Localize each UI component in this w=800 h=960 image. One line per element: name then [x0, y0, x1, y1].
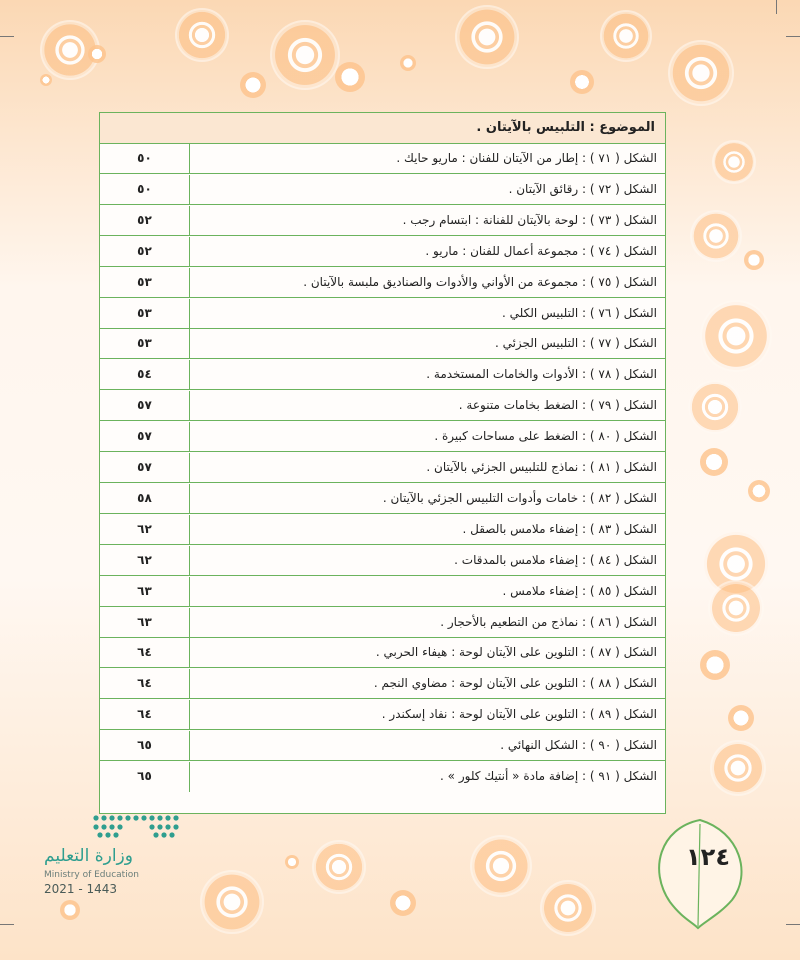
decorative-flower — [708, 580, 764, 636]
row-figure-title: الشكل ( ٨١ ) : نماذج للتلبيس الجزئي بالآيتان . — [426, 460, 657, 474]
table-row — [100, 360, 665, 390]
row-figure-title: الشكل ( ٨٣ ) : إضفاء ملامس بالصقل . — [462, 521, 657, 536]
row-page-number: ٥٧ — [100, 422, 190, 451]
decorative-flower — [470, 835, 532, 897]
decorative-flower — [200, 870, 264, 934]
decorative-dot — [700, 650, 730, 680]
row-figure-title: الشكل ( ٧٧ ) : التلبيس الجزئي . — [494, 336, 657, 351]
row-page-number: ٥٨ — [100, 484, 190, 513]
row-figure-title: الشكل ( ٧٦ ) : التلبيس الكلي . — [502, 305, 657, 320]
decorative-dot — [390, 890, 416, 916]
row-page-number: ٥٠ — [100, 175, 190, 204]
row-figure-title: الشكل ( ٧٥ ) : مجموعة من الأواني والأدوات والصناديق ملبسة بالآيتان . — [303, 274, 657, 289]
decorative-flower — [455, 5, 519, 69]
row-figure-title: الشكل ( ٨٦ ) : نماذج من التطعيم بالأحجار . — [440, 614, 657, 629]
figures-index-table — [99, 112, 666, 814]
table-row — [100, 731, 665, 761]
table-row — [100, 268, 665, 298]
table-row — [100, 669, 665, 699]
table-row — [100, 577, 665, 607]
row-figure-title: الشكل ( ٧٩ ) : الضغط بخامات متنوعة . — [458, 398, 657, 413]
table-row — [100, 700, 665, 730]
decorative-dot — [748, 480, 770, 502]
decorative-dot — [60, 900, 80, 920]
row-figure-title: الشكل ( ٧٤ ) : مجموعة أعمال للفنان : ماريو . — [425, 243, 657, 258]
edition-year: 2021 - 1443 — [44, 882, 118, 896]
row-figure-title: الشكل ( ٩٠ ) : الشكل النهائي . — [500, 738, 657, 753]
decorative-flower — [700, 300, 772, 372]
decorative-dot — [728, 705, 754, 731]
ministry-name-english: Ministry of Education — [44, 870, 139, 880]
ministry-name-arabic: وزارة التعليم — [44, 846, 133, 866]
decorative-dot — [570, 70, 594, 94]
decorative-flower — [540, 880, 596, 936]
table-row — [100, 762, 665, 792]
row-figure-title: الشكل ( ٨٢ ) : خامات وأدوات التلبيس الجزئي بالآيتان . — [382, 490, 657, 505]
table-row — [100, 608, 665, 638]
crop-mark — [776, 0, 777, 14]
table-row — [100, 391, 665, 421]
decorative-flower — [702, 530, 770, 598]
decorative-flower — [690, 210, 742, 262]
row-figure-title: الشكل ( ٧١ ) : إطار من الآيتان للفنان : ماريو حايك . — [396, 151, 657, 165]
row-page-number: ٦٢ — [100, 515, 190, 544]
crop-mark — [0, 924, 14, 925]
row-figure-title: الشكل ( ٧٢ ) : رقائق الآيتان . — [508, 181, 657, 196]
decorative-flower — [668, 40, 734, 106]
table-row — [100, 206, 665, 236]
decorative-dot — [88, 45, 106, 63]
table-row — [100, 453, 665, 483]
table-row — [100, 299, 665, 329]
row-page-number: ٦٣ — [100, 608, 190, 637]
table-row — [100, 329, 665, 359]
row-page-number: ٦٤ — [100, 669, 190, 698]
row-page-number: ٥٤ — [100, 360, 190, 389]
table-row — [100, 422, 665, 452]
row-page-number: ٦٥ — [100, 731, 190, 760]
decorative-dot — [285, 855, 299, 869]
page-number: ١٢٤ — [686, 843, 730, 871]
row-figure-title: الشكل ( ٨٩ ) : التلوين على الآيتان لوحة : نفاد إسكندر . — [381, 707, 657, 722]
table-row — [100, 484, 665, 514]
decorative-dot — [400, 55, 416, 71]
crop-mark — [786, 924, 800, 925]
row-figure-title: الشكل ( ٨٠ ) : الضغط على مساحات كبيرة . — [434, 429, 657, 444]
decorative-flower — [688, 380, 742, 434]
decorative-flower — [600, 10, 652, 62]
row-page-number: ٥٣ — [100, 299, 190, 328]
row-page-number: ٥٣ — [100, 268, 190, 297]
row-page-number: ٦٢ — [100, 546, 190, 575]
row-page-number: ٥٠ — [100, 144, 190, 173]
row-page-number: ٦٤ — [100, 700, 190, 729]
row-figure-title: الشكل ( ٧٨ ) : الأدوات والخامات المستخدمة . — [426, 367, 657, 382]
row-figure-title: الشكل ( ٨٤ ) : إضفاء ملامس بالمدقات . — [454, 552, 657, 567]
table-row — [100, 175, 665, 205]
ministry-logo — [44, 812, 184, 902]
logo-dots-icon — [90, 812, 180, 840]
decorative-dot — [700, 448, 728, 476]
decorative-flower — [710, 740, 766, 796]
table-row — [100, 546, 665, 576]
decorative-flower — [175, 8, 229, 62]
decorative-flower — [712, 140, 756, 184]
row-page-number: ٦٤ — [100, 638, 190, 667]
row-figure-title: الشكل ( ٨٨ ) : التلوين على الآيتان لوحة : مضاوي النجم . — [373, 676, 657, 691]
table-row — [100, 144, 665, 174]
decorative-flower — [270, 20, 340, 90]
row-page-number: ٥٧ — [100, 453, 190, 482]
crop-mark — [786, 36, 800, 37]
table-row — [100, 638, 665, 668]
row-figure-title: الشكل ( ٨٥ ) : إضفاء ملامس . — [502, 583, 657, 598]
decorative-flower — [312, 840, 366, 894]
table-row — [100, 515, 665, 545]
row-page-number: ٦٣ — [100, 577, 190, 606]
row-page-number: ٥٢ — [100, 237, 190, 266]
table-row — [100, 237, 665, 267]
row-figure-title: الشكل ( ٩١ ) : إضافة مادة « أنتيك كلور » . — [440, 769, 657, 783]
row-figure-title: الشكل ( ٧٣ ) : لوحة بالآيتان للفنانة : ابتسام رجب . — [402, 212, 657, 227]
row-page-number: ٦٥ — [100, 762, 190, 792]
row-page-number: ٥٢ — [100, 206, 190, 235]
decorative-flower — [40, 20, 100, 80]
decorative-dot — [335, 62, 365, 92]
crop-mark — [0, 36, 14, 37]
row-page-number: ٥٣ — [100, 329, 190, 358]
decorative-dot — [744, 250, 764, 270]
row-page-number: ٥٧ — [100, 391, 190, 420]
decorative-dot — [240, 72, 266, 98]
decorative-dot — [40, 74, 52, 86]
row-figure-title: الشكل ( ٨٧ ) : التلوين على الآيتان لوحة : هيفاء الحربي . — [375, 645, 657, 660]
topic-heading: الموضوع : التلبيس بالآيتان . — [100, 113, 665, 144]
